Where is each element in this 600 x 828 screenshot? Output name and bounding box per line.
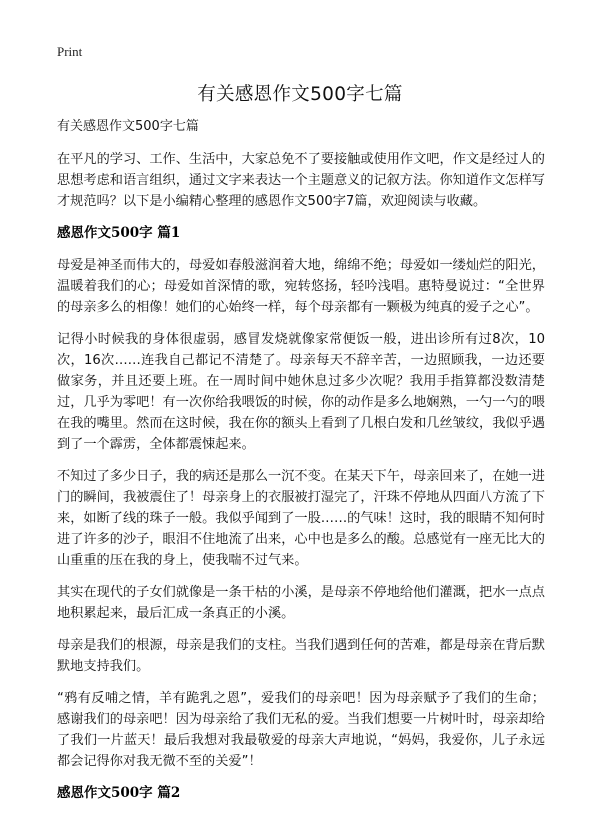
intro-paragraph: 在平凡的学习、工作、生活中，大家总免不了要接触或使用作文吧，作文是经过人的思想考虑和语言组织，通过文字来表达一个主题意义的记叙方法。你知道作文怎样写才规范吗？以下是小编精心整理的感恩作文500字7篇，欢迎阅读与收藏。 xyxy=(57,152,545,209)
body-paragraph: 母爱是神圣而伟大的，母爱如春般滋润着大地，绵绵不绝；母爱如一缕灿烂的阳光，温暖着我们的心；母爱如首深情的歌，宛转悠扬，轻吟浅唱。惠特曼说过：“全世界的母亲多么的相像！她们的心始终一样，每个母亲都有一颗极为纯真的爱子之心”。 xyxy=(57,258,545,315)
document-body xyxy=(57,117,545,815)
section-heading: 感恩作文500字 篇2 xyxy=(57,785,181,801)
body-paragraph: “鸦有反哺之情，羊有跪乳之恩”，爱我们的母亲吧！因为母亲赋予了我们的生命；感谢我们的母亲吧！因为母亲给了我们无私的爱。当我们想要一片树叶时，母亲却给了我们一片蓝天！最后我想对我最敬爱的母亲大声地说，“妈妈，我爱你，儿子永远都会记得你对我无微不至的关爱”！ xyxy=(57,691,545,769)
body-paragraph: 母亲是我们的根源，母亲是我们的支柱。当我们遇到任何的苦难，都是母亲在背后默默地支持我们。 xyxy=(57,638,545,674)
body-paragraph: 其实在现代的子女们就像是一条干枯的小溪，是母亲不停地给他们灌溉，把水一点点地积累起来，最后汇成一条真正的小溪。 xyxy=(57,585,545,621)
section-1 xyxy=(57,223,545,772)
body-paragraph: 记得小时候我的身体很虚弱，感冒发烧就像家常便饭一般，进出诊所有过8次，10次，16次……连我自己都记不清楚了。母亲每天不辞辛苦，一边照顾我，一边还要做家务，并且还要上班。在一周时间中她休息过多少次呢？我用手指算都没数清楚过，几乎为零吧！有一次你给我喂饭的时候，你的动作是多么地娴熟，一勺一勺的喂在我的嘴里。然而在这时候，我在你的额头上看到了几根白发和几丝皱纹，我似乎遇到了一个霹雳，全体都震悚起来。 xyxy=(57,332,545,452)
document-subtitle: 有关感恩作文500字七篇 xyxy=(57,119,199,134)
print-label: Print xyxy=(57,44,83,59)
section-2 xyxy=(57,783,545,803)
body-paragraph: 不知过了多少日子，我的病还是那么一沉不变。在某天下午，母亲回来了，在她一进门的瞬间，我被震住了！母亲身上的衣服被打湿完了，汗珠不停地从四面八方流了下来，如断了线的珠子一般。我似乎闻到了一股……的气味！这时，我的眼睛不知何时进了许多的沙子，眼泪不住地流了出来，心中也是多么的酸。总感觉有一座无比大的山重重的压在我的身上，使我喘不过气来。 xyxy=(57,469,545,568)
document-title: 有关感恩作文500字七篇 xyxy=(197,84,403,105)
section-heading: 感恩作文500字 篇1 xyxy=(57,225,181,241)
